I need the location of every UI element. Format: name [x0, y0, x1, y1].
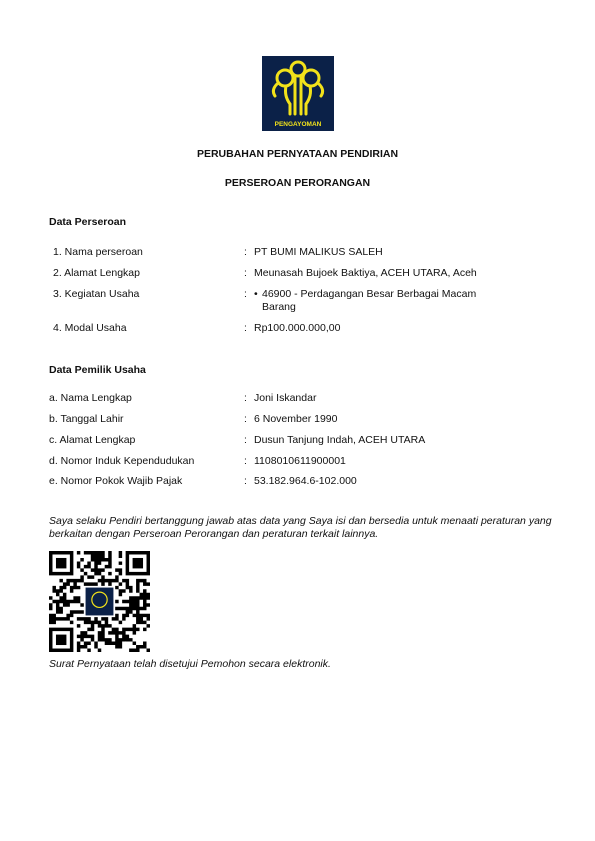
field-value	[254, 288, 554, 314]
field-value: Rp100.000.000,00	[254, 322, 341, 334]
field-label: 1. Nama perseroan	[53, 246, 143, 258]
section-heading-pemilik: Data Pemilik Usaha	[49, 364, 146, 376]
field-label: b. Tanggal Lahir	[49, 413, 124, 425]
field-value: Meunasah Bujoek Baktiya, ACEH UTARA, Aceh	[254, 267, 477, 279]
kegiatan-line-2: Barang	[262, 301, 296, 313]
field-value: 6 November 1990	[254, 413, 338, 425]
field-separator: :	[244, 413, 247, 425]
field-label: e. Nomor Pokok Wajib Pajak	[49, 475, 183, 487]
approval-note: Surat Pernyataan telah disetujui Pemohon secara elektronik.	[49, 658, 331, 670]
field-separator: :	[244, 322, 247, 334]
field-separator: :	[244, 455, 247, 467]
field-separator: :	[244, 475, 247, 487]
field-value: 53.182.964.6-102.000	[254, 475, 357, 487]
field-value: Joni Iskandar	[254, 392, 317, 404]
field-label: c. Alamat Lengkap	[49, 434, 136, 446]
field-label: d. Nomor Induk Kependudukan	[49, 455, 195, 467]
field-separator: :	[244, 267, 247, 279]
field-value: Dusun Tanjung Indah, ACEH UTARA	[254, 434, 426, 446]
pengayoman-logo	[262, 56, 334, 131]
logo-text: PENGAYOMAN	[274, 121, 322, 128]
field-label: a. Nama Lengkap	[49, 392, 132, 404]
document-title: PERUBAHAN PERNYATAAN PENDIRIAN	[196, 148, 399, 160]
kegiatan-line-1: 46900 - Perdagangan Besar Berbagai Macam	[262, 288, 477, 300]
section-heading-perseroan: Data Perseroan	[49, 216, 127, 228]
field-separator: :	[244, 246, 247, 258]
field-label: 2. Alamat Lengkap	[53, 267, 140, 279]
bullet-icon: •	[254, 288, 258, 300]
field-separator: :	[244, 434, 247, 446]
field-label: 3. Kegiatan Usaha	[53, 288, 140, 300]
field-label: 4. Modal Usaha	[53, 322, 127, 334]
declaration-statement: Saya selaku Pendiri bertanggung jawab atas data yang Saya isi dan bersedia untuk menaati peraturan yang berkaitan dengan Perseroan Perorangan dan peraturan terkait lainnya.	[49, 515, 552, 540]
field-value: PT BUMI MALIKUS SALEH	[254, 246, 383, 258]
field-separator: :	[244, 392, 247, 404]
field-value: 1108010611900001	[254, 455, 346, 467]
document-subtitle: PERSEROAN PERORANGAN	[224, 177, 371, 189]
field-separator: :	[244, 288, 247, 300]
qr-code	[49, 551, 150, 652]
